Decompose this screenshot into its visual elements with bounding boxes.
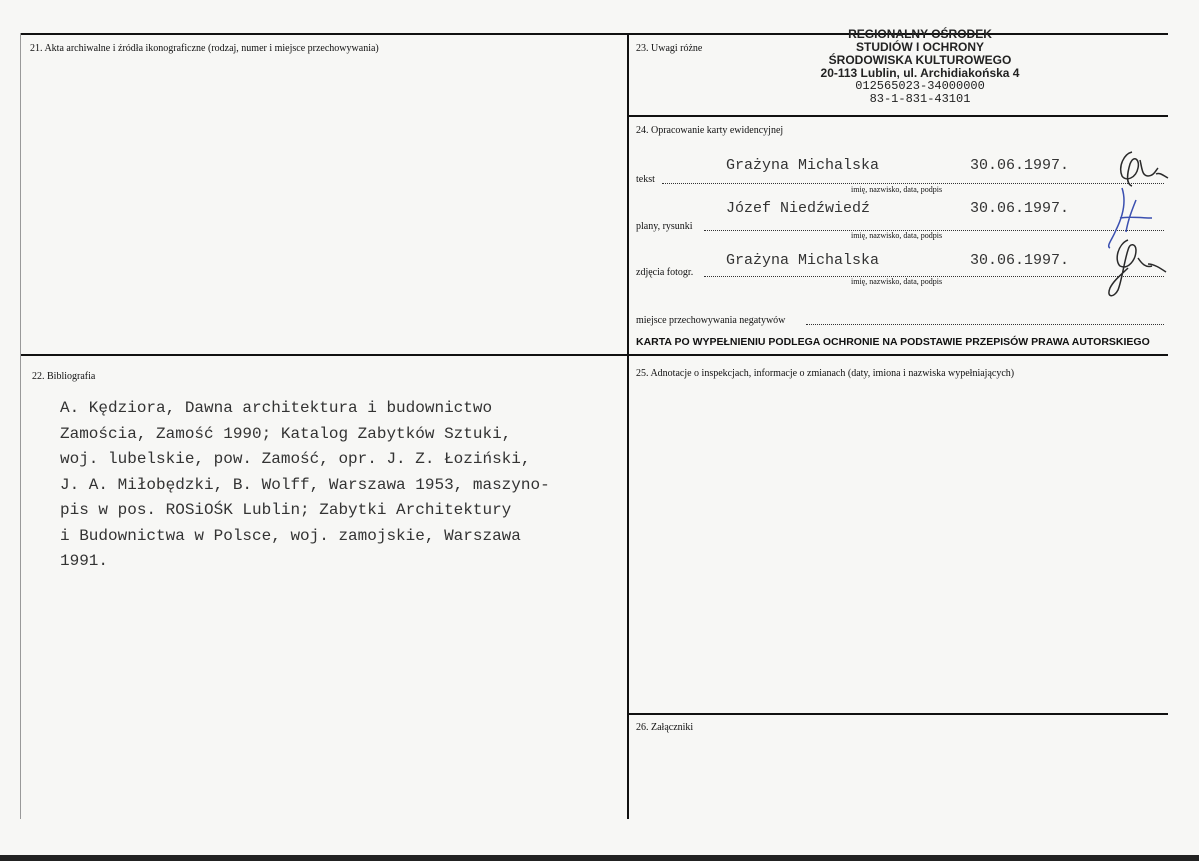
stamp-line-4: 20-113 Lublin, ul. Archidiakońska 4 [820,66,1020,80]
signature-1 [1121,152,1168,186]
stamp-line-2: STUDIÓW I OCHRONY [856,40,984,54]
section-26-label: 26. Załączniki [636,722,694,733]
bibliography-text [60,396,550,575]
rule-before-26 [627,713,1168,715]
bibliography-line: pis w pos. ROSiOŚK Lublin; Zabytki Architektury [60,501,512,519]
signature-2 [1109,188,1152,248]
bibliography-line: i Budownictwa w Polsce, woj. zamojskie, Warszawa [60,526,521,545]
prep-row-3-name: Grażyna Michalska [726,252,880,269]
section-25-label: 25. Adnotacje o inspekcjach, informacje o zmianach (daty, imiona i nazwiska wypełniających) [636,368,1015,379]
negatives-line [806,324,1164,325]
stamp-line-5: 012565023-34000000 [855,79,985,93]
rule-after-23 [627,115,1168,117]
prep-row-3-label: zdjęcia fotogr. [636,267,694,278]
prep-row-1-name: Grażyna Michalska [726,157,880,174]
prep-row-2-date: 30.06.1997. [970,200,1070,217]
negatives-label: miejsce przechowywania negatywów [636,315,786,326]
bibliography-line: woj. lubelskie, pow. Zamość, opr. J. Z. Łoziński, [60,450,531,468]
stamp-line-1: REGIONALNY OŚRODEK [848,27,992,41]
middle-rule [20,354,1168,356]
bibliography-line: Zamościa, Zamość 1990; Katalog Zabytków Sztuki, [60,424,512,443]
prep-row-2-caption: imię, nazwisko, data, podpis [851,231,943,240]
section-22-label: 22. Bibliografia [32,371,96,382]
signatures [1096,140,1176,310]
bottom-edge [0,855,1199,861]
section-23-label: 23. Uwagi różne [636,43,703,54]
signature-3 [1109,240,1166,296]
bibliography-line: J. A. Miłobędzki, B. Wolff, Warszawa 1953, maszyno- [60,475,550,494]
prep-row-2-label: plany, rysunki [636,221,693,232]
center-divider [627,33,629,819]
prep-row-1-line [662,183,1164,184]
prep-row-2-name: Józef Niedźwiedź [726,200,871,217]
prep-row-1-label: tekst [636,174,655,185]
institution-stamp [790,28,1050,106]
prep-row-3-caption: imię, nazwisko, data, podpis [851,277,943,286]
stamp-line-3: ŚRODOWISKA KULTUROWEGO [828,53,1012,67]
bibliography-line: 1991. [60,552,109,570]
copyright-notice: KARTA PO WYPEŁNIENIU PODLEGA OCHRONIE NA PODSTAWIE PRZEPISÓW PRAWA AUTORSKIEGO [636,336,1150,348]
section-24-label: 24. Opracowanie karty ewidencyjnej [636,125,784,136]
prep-row-1-date: 30.06.1997. [970,157,1070,174]
prep-row-1-caption: imię, nazwisko, data, podpis [851,185,943,194]
stamp-line-6: 83-1-831-43101 [869,92,971,106]
left-border [20,33,21,819]
bibliography-line: A. Kędziora, Dawna architektura i budownictwo [60,399,493,417]
prep-row-3-date: 30.06.1997. [970,252,1070,269]
section-21-label: 21. Akta archiwalne i źródła ikonograficzne (rodzaj, numer i miejsce przechowywania) [30,43,379,54]
